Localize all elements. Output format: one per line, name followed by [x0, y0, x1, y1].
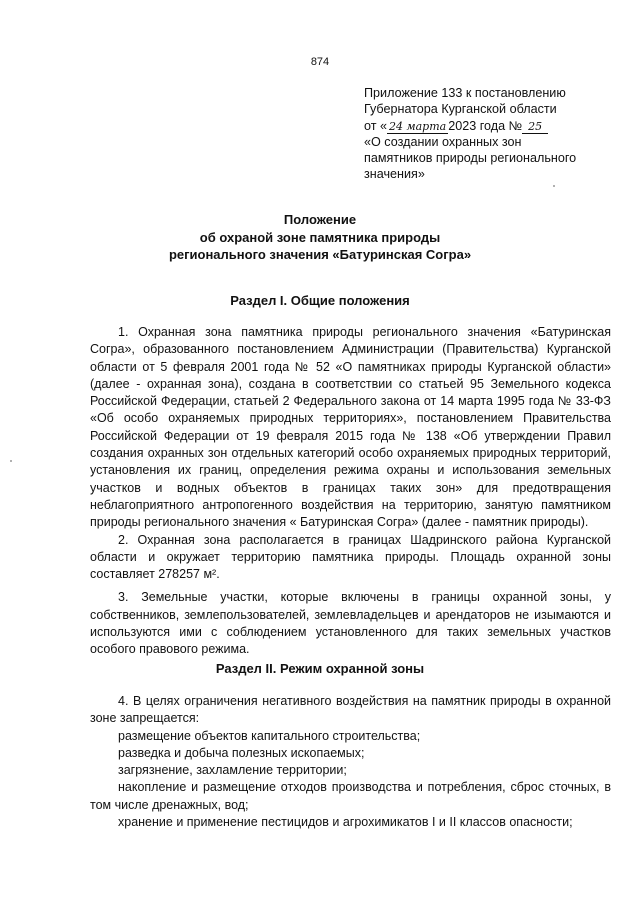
section-1-body — [90, 324, 611, 659]
title-line-1: Положение — [283, 212, 357, 227]
appendix-block — [364, 85, 624, 183]
appendix-line-5: памятников природы регионального — [364, 151, 577, 166]
list-item: размещение объектов капитального строительства; — [118, 728, 421, 743]
paragraph-4: 4. В целях ограничения негативного воздействия на памятник природы в охранной зоне запрещается: — [90, 694, 611, 726]
paragraph-2: 2. Охранная зона располагается в границах Шадринского района Курганской области и окружает территорию памятника природы. Площадь охранной зоны составляет 278257 м². — [90, 532, 611, 582]
list-item: разведка и добыча полезных ископаемых; — [118, 745, 365, 760]
date-prefix: от « — [364, 118, 387, 133]
appendix-line-4: «О создании охранных зон — [364, 134, 522, 149]
paragraph-1: 1. Охранная зона памятника природы регионального значения «Батуринская Согра», образованного постановлением Администрации (Правительства) Курганской области от 5 февраля 2001 года № 52 «О памятниках природы Курганской области» (далее - охранная зона), создана в соответствии со статьей 95 Земельного кодекса Российской Федерации, статьей 2 Федерального закона от 14 марта 1995 года № 33-ФЗ «Об особо охраняемых природных территориях», постановлением Правительства Российской Федерации от 19 февраля 2015 года № 138 «Об утверждении Правил создания охранных зон отдельных категорий особо охраняемых природных территорий, установления их границ, определения режима охраны и использования земельных участков и водных объектов в границах таких зон» для предотвращения неблагоприятного антропогенного воздействия на территорию, занятую памятником природы регионального значения « Батуринская Согра» (далее - памятник природы). — [90, 325, 611, 530]
title-line-3: регионального значения «Батуринская Согра» — [168, 247, 472, 262]
title-line-2: об охраной зоне памятника природы — [199, 229, 441, 245]
document-title — [0, 211, 640, 264]
prohibited-list — [90, 728, 611, 832]
page-number: 874 — [310, 56, 330, 68]
list-item: накопление и размещение отходов производства и потребления, сброс сточных, в том числе дренажных, вод; — [90, 780, 611, 812]
list-item: хранение и применение пестицидов и агрохимикатов I и II классов опасности; — [118, 815, 573, 830]
appendix-line-6: значения» — [364, 167, 425, 182]
handwritten-date: 24 марта — [389, 119, 447, 133]
appendix-line-1: Приложение 133 к постановлению — [364, 86, 566, 100]
scan-speck — [10, 460, 12, 462]
section-2-heading: Раздел II. Режим охранной зоны — [215, 661, 425, 676]
appendix-date-line — [364, 118, 624, 134]
handwritten-number: 25 — [522, 121, 548, 134]
appendix-line-2: Губернатора Курганской области — [364, 102, 557, 117]
date-mid: 2023 года № — [448, 118, 523, 133]
section-1-heading: Раздел I. Общие положения — [230, 293, 410, 308]
section-2-body — [90, 693, 611, 831]
scan-speck — [553, 185, 555, 187]
list-item: загрязнение, захламление территории; — [118, 763, 347, 778]
paragraph-3: 3. Земельные участки, которые включены в границы охранной зоны, у собственников, землепользователей, землевладельцев и арендаторов не изымаются и используются ими с соблюдением установленного для таких земельных участков особого правового режима. — [90, 590, 611, 657]
